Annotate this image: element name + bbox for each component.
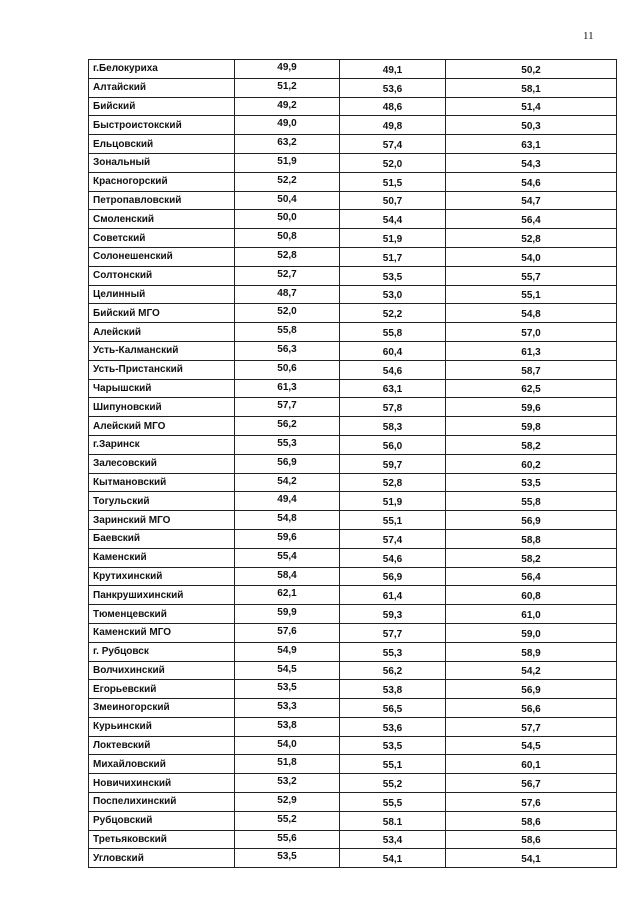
district-name: Усть-Пристанский	[89, 360, 235, 379]
district-name: Егорьевский	[89, 680, 235, 699]
value-col-2: 50,7	[340, 191, 446, 210]
value-col-3: 62,5	[446, 379, 617, 398]
value-col-2: 55,5	[340, 793, 446, 812]
value-col-3: 56,9	[446, 511, 617, 530]
value-col-1: 51,9	[235, 153, 340, 172]
value-col-3: 50,2	[446, 60, 617, 79]
value-col-3: 51,4	[446, 97, 617, 116]
value-col-1: 58,4	[235, 567, 340, 586]
table-row	[89, 811, 617, 830]
district-name: Смоленский	[89, 210, 235, 229]
value-col-2: 54,6	[340, 360, 446, 379]
district-name: Бийский МГО	[89, 304, 235, 323]
value-col-3: 54,8	[446, 304, 617, 323]
value-col-1: 63,2	[235, 135, 340, 154]
value-col-2: 49,1	[340, 60, 446, 79]
value-col-3: 57,7	[446, 717, 617, 736]
table-row	[89, 304, 617, 323]
value-col-1: 54,5	[235, 661, 340, 680]
value-col-2: 56,0	[340, 435, 446, 454]
value-col-3: 55,1	[446, 285, 617, 304]
value-col-1: 54,2	[235, 473, 340, 492]
value-col-3: 60,1	[446, 755, 617, 774]
table-row	[89, 266, 617, 285]
value-col-3: 58,6	[446, 830, 617, 849]
value-col-1: 56,3	[235, 341, 340, 360]
table-row	[89, 172, 617, 191]
district-name: Крутихинский	[89, 567, 235, 586]
value-col-1: 50,0	[235, 210, 340, 229]
table-row	[89, 60, 617, 79]
value-col-3: 54,2	[446, 661, 617, 680]
district-name: Алейский	[89, 323, 235, 342]
table-row	[89, 153, 617, 172]
value-col-1: 52,7	[235, 266, 340, 285]
value-col-2: 55,3	[340, 642, 446, 661]
table-row	[89, 793, 617, 812]
table-row	[89, 78, 617, 97]
value-col-1: 53,2	[235, 774, 340, 793]
value-col-2: 56,5	[340, 699, 446, 718]
table-row	[89, 605, 617, 624]
table-row	[89, 116, 617, 135]
value-col-1: 59,6	[235, 529, 340, 548]
value-col-2: 48,6	[340, 97, 446, 116]
value-col-2: 63,1	[340, 379, 446, 398]
district-name: Солонешенский	[89, 247, 235, 266]
value-col-2: 55,2	[340, 774, 446, 793]
table-row	[89, 135, 617, 154]
value-col-3: 58,2	[446, 435, 617, 454]
value-col-3: 58,6	[446, 811, 617, 830]
value-col-1: 56,9	[235, 454, 340, 473]
district-name: Бийский	[89, 97, 235, 116]
page-number: 11	[583, 30, 594, 42]
district-name: Каменский МГО	[89, 623, 235, 642]
value-col-2: 60,4	[340, 341, 446, 360]
value-col-3: 56,4	[446, 567, 617, 586]
value-col-1: 54,0	[235, 736, 340, 755]
table-row	[89, 417, 617, 436]
value-col-3: 59,6	[446, 398, 617, 417]
district-name: Кытмановский	[89, 473, 235, 492]
value-col-3: 53,5	[446, 473, 617, 492]
district-name: Тюменцевский	[89, 605, 235, 624]
value-col-2: 54,6	[340, 548, 446, 567]
table-row	[89, 529, 617, 548]
value-col-3: 60,8	[446, 586, 617, 605]
district-name: Алтайский	[89, 78, 235, 97]
table-row	[89, 567, 617, 586]
table-row	[89, 379, 617, 398]
value-col-2: 51,5	[340, 172, 446, 191]
value-col-3: 58,8	[446, 529, 617, 548]
value-col-2: 52,2	[340, 304, 446, 323]
value-col-3: 58,9	[446, 642, 617, 661]
value-col-1: 53,3	[235, 699, 340, 718]
district-name: Поспелихинский	[89, 793, 235, 812]
value-col-3: 57,6	[446, 793, 617, 812]
value-col-3: 52,8	[446, 229, 617, 248]
district-name: Быстроистокский	[89, 116, 235, 135]
table-row	[89, 680, 617, 699]
value-col-2: 53,8	[340, 680, 446, 699]
district-name: Усть-Калманский	[89, 341, 235, 360]
table-row	[89, 623, 617, 642]
value-col-3: 58,1	[446, 78, 617, 97]
table-row	[89, 191, 617, 210]
district-name: Алейский МГО	[89, 417, 235, 436]
value-col-2: 51,9	[340, 229, 446, 248]
district-name: Третьяковский	[89, 830, 235, 849]
value-col-2: 51,7	[340, 247, 446, 266]
value-col-1: 55,4	[235, 548, 340, 567]
district-name: Солтонский	[89, 266, 235, 285]
value-col-1: 52,2	[235, 172, 340, 191]
value-col-2: 57,8	[340, 398, 446, 417]
district-name: Тогульский	[89, 492, 235, 511]
value-col-3: 60,2	[446, 454, 617, 473]
value-col-2: 59,3	[340, 605, 446, 624]
value-col-1: 57,7	[235, 398, 340, 417]
district-name: Баевский	[89, 529, 235, 548]
table-row	[89, 229, 617, 248]
value-col-1: 50,4	[235, 191, 340, 210]
value-col-3: 54,1	[446, 849, 617, 868]
table-row	[89, 755, 617, 774]
value-col-3: 58,7	[446, 360, 617, 379]
value-col-3: 58,2	[446, 548, 617, 567]
value-col-2: 53,6	[340, 717, 446, 736]
value-col-3: 55,8	[446, 492, 617, 511]
value-col-2: 61,4	[340, 586, 446, 605]
value-col-2: 51,9	[340, 492, 446, 511]
value-col-2: 55,8	[340, 323, 446, 342]
value-col-2: 57,4	[340, 529, 446, 548]
district-name: г.Белокуриха	[89, 60, 235, 79]
value-col-1: 55,3	[235, 435, 340, 454]
value-col-2: 54,1	[340, 849, 446, 868]
value-col-3: 54,5	[446, 736, 617, 755]
table-row	[89, 830, 617, 849]
table-row	[89, 247, 617, 266]
value-col-2: 54,4	[340, 210, 446, 229]
value-col-1: 49,0	[235, 116, 340, 135]
value-col-1: 54,9	[235, 642, 340, 661]
district-name: Панкрушихинский	[89, 586, 235, 605]
table-row	[89, 285, 617, 304]
data-table	[88, 59, 617, 868]
value-col-3: 63,1	[446, 135, 617, 154]
table-row	[89, 97, 617, 116]
value-col-3: 54,3	[446, 153, 617, 172]
table-row	[89, 398, 617, 417]
value-col-1: 52,8	[235, 247, 340, 266]
district-name: Чарышский	[89, 379, 235, 398]
district-name: Шипуновский	[89, 398, 235, 417]
value-col-1: 59,9	[235, 605, 340, 624]
district-name: Зональный	[89, 153, 235, 172]
value-col-2: 52,0	[340, 153, 446, 172]
value-col-3: 54,6	[446, 172, 617, 191]
value-col-2: 53,5	[340, 736, 446, 755]
district-name: Залесовский	[89, 454, 235, 473]
table-body	[89, 60, 617, 868]
district-name: г. Рубцовск	[89, 642, 235, 661]
value-col-2: 53,5	[340, 266, 446, 285]
value-col-2: 56,2	[340, 661, 446, 680]
value-col-1: 51,8	[235, 755, 340, 774]
district-name: Курьинский	[89, 717, 235, 736]
value-col-1: 50,6	[235, 360, 340, 379]
table-row	[89, 699, 617, 718]
value-col-1: 54,8	[235, 511, 340, 530]
table-row	[89, 360, 617, 379]
table-row	[89, 736, 617, 755]
value-col-1: 49,4	[235, 492, 340, 511]
value-col-2: 57,4	[340, 135, 446, 154]
table-row	[89, 642, 617, 661]
district-name: г.Заринск	[89, 435, 235, 454]
value-col-3: 61,0	[446, 605, 617, 624]
district-name: Рубцовский	[89, 811, 235, 830]
table-row	[89, 210, 617, 229]
value-col-3: 56,6	[446, 699, 617, 718]
district-name: Советский	[89, 229, 235, 248]
table-row	[89, 774, 617, 793]
value-col-2: 53,6	[340, 78, 446, 97]
value-col-3: 54,7	[446, 191, 617, 210]
district-name: Заринский МГО	[89, 511, 235, 530]
value-col-1: 55,8	[235, 323, 340, 342]
value-col-2: 53,0	[340, 285, 446, 304]
value-col-1: 55,6	[235, 830, 340, 849]
table-row	[89, 586, 617, 605]
table-row	[89, 341, 617, 360]
district-name: Каменский	[89, 548, 235, 567]
value-col-3: 55,7	[446, 266, 617, 285]
value-col-1: 53,8	[235, 717, 340, 736]
table-row	[89, 849, 617, 868]
district-name: Ельцовский	[89, 135, 235, 154]
table-row	[89, 454, 617, 473]
district-name: Михайловский	[89, 755, 235, 774]
district-name: Целинный	[89, 285, 235, 304]
district-name: Петропавловский	[89, 191, 235, 210]
table-row	[89, 323, 617, 342]
table-row	[89, 511, 617, 530]
value-col-2: 56,9	[340, 567, 446, 586]
value-col-1: 49,9	[235, 60, 340, 79]
value-col-3: 59,0	[446, 623, 617, 642]
value-col-2: 58,3	[340, 417, 446, 436]
value-col-3: 54,0	[446, 247, 617, 266]
value-col-1: 53,5	[235, 680, 340, 699]
value-col-3: 56,7	[446, 774, 617, 793]
value-col-3: 50,3	[446, 116, 617, 135]
value-col-1: 56,2	[235, 417, 340, 436]
value-col-2: 59,7	[340, 454, 446, 473]
value-col-1: 55,2	[235, 811, 340, 830]
value-col-2: 55,1	[340, 511, 446, 530]
value-col-1: 62,1	[235, 586, 340, 605]
district-name: Новичихинский	[89, 774, 235, 793]
value-col-1: 50,8	[235, 229, 340, 248]
value-col-1: 53,5	[235, 849, 340, 868]
value-col-2: 49,8	[340, 116, 446, 135]
district-name: Локтевский	[89, 736, 235, 755]
table-row	[89, 548, 617, 567]
value-col-3: 57,0	[446, 323, 617, 342]
table-row	[89, 473, 617, 492]
value-col-3: 56,9	[446, 680, 617, 699]
district-name: Красногорский	[89, 172, 235, 191]
value-col-2: 53,4	[340, 830, 446, 849]
table-row	[89, 661, 617, 680]
value-col-1: 48,7	[235, 285, 340, 304]
value-col-1: 49,2	[235, 97, 340, 116]
table-row	[89, 492, 617, 511]
district-name: Угловский	[89, 849, 235, 868]
district-name: Волчихинский	[89, 661, 235, 680]
value-col-2: 57,7	[340, 623, 446, 642]
value-col-2: 52,8	[340, 473, 446, 492]
value-col-3: 59,8	[446, 417, 617, 436]
value-col-2: 58.1	[340, 811, 446, 830]
district-name: Змеиногорский	[89, 699, 235, 718]
value-col-1: 51,2	[235, 78, 340, 97]
value-col-1: 61,3	[235, 379, 340, 398]
value-col-3: 56,4	[446, 210, 617, 229]
table-row	[89, 717, 617, 736]
table-row	[89, 435, 617, 454]
value-col-2: 55,1	[340, 755, 446, 774]
value-col-3: 61,3	[446, 341, 617, 360]
value-col-1: 57,6	[235, 623, 340, 642]
value-col-1: 52,0	[235, 304, 340, 323]
value-col-1: 52,9	[235, 793, 340, 812]
